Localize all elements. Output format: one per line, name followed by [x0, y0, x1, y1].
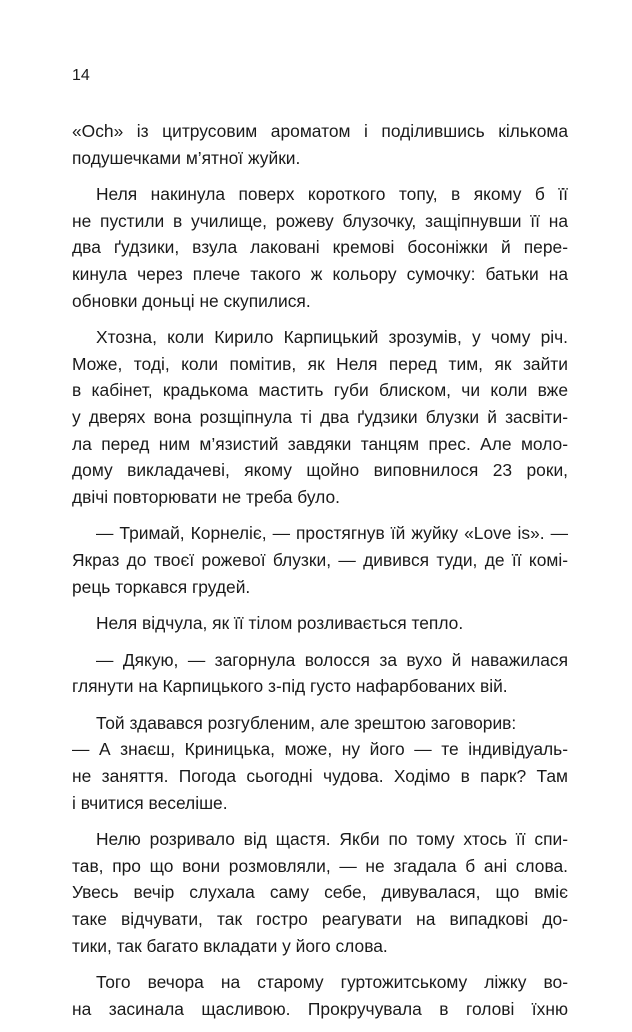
text-line: двічі повторювати не треба було.: [72, 486, 340, 507]
text-line: Якраз до твоєї рожевої блузки, — дивився туди, де її комі-: [72, 549, 568, 570]
text-line: — А знаєш, Криницька, може, ну його — те індивідуаль-: [72, 739, 568, 760]
text-line: обновки доньці не скупилися.: [72, 290, 311, 311]
text-line: в кабінет, крадькома мастить губи блиском, чи коли вже: [72, 380, 568, 401]
text-line: тики, так багато вкладати у його слова.: [72, 935, 388, 956]
text-line: глянути на Карпицького з-під густо нафарбованих вій.: [72, 676, 508, 697]
text-line: і вчитися веселіше.: [72, 792, 228, 813]
text-line: — Дякую, — загорнула волосся за вухо й наважилася: [96, 649, 568, 670]
text-line: тав, про що вони розмовляли, — не згадала б ані слова.: [72, 855, 568, 876]
paragraph: [72, 610, 568, 637]
paragraph: [72, 969, 568, 1022]
text-line: подушечками м’ятної жуйки.: [72, 147, 301, 168]
text-line: — Тримай, Корнеліє, — простягнув їй жуйку «Love is». —: [96, 523, 568, 544]
body-text: [72, 118, 568, 1032]
paragraph: [72, 520, 568, 600]
text-line: Неля накинула поверх короткого топу, в якому б її: [96, 184, 568, 205]
text-line: Може, тоді, коли помітив, як Неля перед тим, як зайти: [72, 353, 568, 374]
text-line: Той здавався розгубленим, але зрештою заговорив:: [96, 712, 517, 733]
paragraph: [72, 324, 568, 510]
text-line: Нелю розривало від щастя. Якби по тому хтось її спи-: [96, 829, 568, 850]
text-line: таке відчувати, так гостро реагувати на випадкові до-: [72, 909, 568, 930]
text-line: кинула через плече такого ж кольору сумочку: батьки на: [72, 263, 568, 284]
text-line: Хтозна, коли Кирило Карпицький зрозумів, у чому річ.: [96, 327, 568, 348]
text-line: у дверях вона розщіпнула ті два ґудзики блузки й засвіти-: [72, 406, 568, 427]
paragraph: [72, 710, 568, 737]
paragraph: [72, 647, 568, 700]
text-line: не пустили в училище, рожеву блузочку, защіпнувши її на: [72, 210, 568, 231]
paragraph: [72, 181, 568, 314]
text-line: Увесь вечір слухала саму себе, дивувалася, що вміє: [72, 882, 568, 903]
text-line: рець торкався грудей.: [72, 576, 251, 597]
text-line: два ґудзики, взула лаковані кремові босоніжки й пере-: [72, 237, 568, 258]
text-line: Неля відчула, як її тілом розливається тепло.: [96, 613, 464, 634]
paragraph: [72, 118, 568, 171]
text-line: ла перед ним м’язистий завдяки танцям прес. Але моло-: [72, 433, 568, 454]
paragraph: [72, 736, 568, 816]
text-line: на засинала щасливою. Прокручувала в голові їхню: [72, 998, 568, 1019]
text-line: Того вечора на старому гуртожитському ліжку во-: [96, 972, 568, 993]
page-number: 14: [72, 67, 90, 84]
text-line: не заняття. Погода сьогодні чудова. Ходімо в парк? Там: [72, 766, 568, 787]
paragraph: [72, 826, 568, 959]
text-line: дому викладачеві, якому щойно виповнилося 23 роки,: [72, 460, 568, 481]
text-line: «Och» із цитрусовим ароматом і поділившись кількома: [72, 121, 568, 141]
